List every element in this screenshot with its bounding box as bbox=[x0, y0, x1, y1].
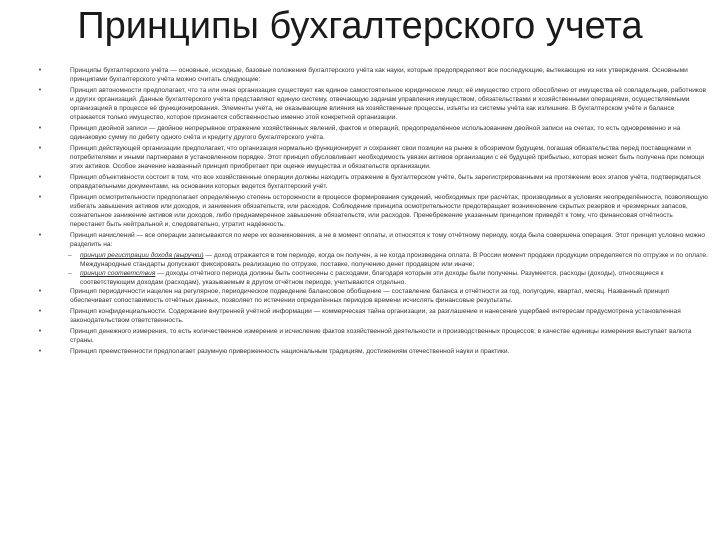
sub-item-term: принцип соответствия bbox=[80, 270, 156, 277]
list-item bbox=[36, 287, 708, 305]
list-item-text: Принцип денежного измерения, то есть количественное измерение и исчисление фактов хозяйственной деятельности и производственных процессов; в качестве единицы измерения выступает валюта страны. bbox=[70, 328, 692, 344]
bullet-icon: • bbox=[38, 125, 42, 132]
bullet-icon: • bbox=[38, 348, 42, 355]
list-item-text: Принцип периодичности нацелен на регулярное, периодическое подведение балансовое обобщение — составление баланса и отчётности за год, полугодие, квартал, месяц. Названный принцип обеспечивает сопоставимость отчётных данных, позволяет по истечении определённых периодов времени исчислять финансовые результаты. bbox=[70, 288, 670, 304]
list-item-text: Принципы бухгалтерского учёта — основные, исходные, базовые положения бухгалтерского учёта как науки, которые предопределяют все последующие, вытекающие из них утверждения. Основными принципами бухгалтерского учёта можно считать следующие: bbox=[70, 67, 688, 83]
bullet-list bbox=[36, 66, 708, 358]
bullet-icon: • bbox=[38, 67, 42, 74]
sub-item-text: — доход отражается в том периоде, когда он получен, а не когда произведена оплата. В России момент продажи продукции определяется по отгрузке и по оплате. Международные стандарты допускают фиксировать реализацию по отгрузке, поставке, получению денег продавцом или иначе; bbox=[80, 252, 708, 268]
list-item bbox=[36, 327, 708, 345]
list-item-text: Принцип конфиденциальности. Содержание внутренней учётной информации — коммерческая тайна организации, за разглашение и нанесение ущербаеё интересам предусмотрена установленная законодательством ответственность. bbox=[70, 308, 681, 324]
dash-icon: – bbox=[68, 270, 72, 277]
list-item bbox=[36, 66, 708, 84]
list-item-text: Принцип преемственности предполагает разумную приверженность национальным традициям, достижениям отечественной науки и практики. bbox=[70, 348, 510, 355]
list-item bbox=[36, 86, 708, 122]
bullet-icon: • bbox=[38, 288, 42, 295]
dash-icon: – bbox=[68, 252, 72, 259]
sub-list-item bbox=[36, 269, 708, 287]
bullet-icon: • bbox=[38, 145, 42, 152]
list-item bbox=[36, 231, 708, 249]
list-item-text: Принцип осмотрительности предполагает определённую степень осторожности в процессе формирования суждений, необходимых при расчётах, производимых в условиях неопределённости, позволяющую избегать завышения активов или доходов, и занижения обязательств, или расходов. Соблюдение принципа осмотрительности предотвращает возникновение скрытых резервов и чрезмерных запасов, сознательное занижение активов или доходов, либо преднамеренное завышение обязательств, или расходов. Пренебрежение указанным принципом приведёт к тому, что финансовая отчётность перестанет быть нейтральной и, следовательно, утратит надёжность. bbox=[70, 194, 708, 228]
list-item-text: Принцип двойной записи — двойное непрерывное отражение хозяйственных явлений, фактов и операций, предопределённое использованием двойной записи на счетах, то есть одновременно и на одинаковую сумму по дебету одного счёта и кредиту другого бухгалтерского учёта. bbox=[70, 125, 681, 141]
bullet-icon: • bbox=[38, 174, 42, 181]
list-item bbox=[36, 124, 708, 142]
list-item-text: Принцип автономности предполагает, что та или иная организация существует как единое самостоятельное юридическое лицо; её имущество строго обособлено от имущества её совладельцев, работников и других организаций. Данные бухгалтерского учёта представляют единую систему, отвечающую задачам управления имуществом, обязательствами и хозяйственными операциями, осуществляемыми организацией в процессе её функционирования. Элементы учёта, не оказывающие влияния на хозяйственные процессы, изъяты из системы учёта как излишние. В бухгалтерском учёте и балансе отражается только имущество, которое признается собственностью именно этой конкретной организации. bbox=[70, 87, 707, 121]
bullet-icon: • bbox=[38, 308, 42, 315]
bullet-icon: • bbox=[38, 194, 42, 201]
list-item-text: Принцип действующей организации предполагает, что организация нормально функционирует и сохраняет свои позиции на рынке в обозримом будущем, погашая обязательства перед поставщиками и потребителями и иными партнерами в установленном порядке. Этот принцип обусловливает необходимость увязки активов организации с её будущей прибылью, которая может быть получена при помощи этих активов. Особое значение названный принцип приобретает при оценке имущества и обязательств организации. bbox=[70, 145, 705, 170]
list-item bbox=[36, 307, 708, 325]
list-item-text: Принцип объективности состоит в том, что все хозяйственные операции должны находить отражение в бухгалтерском учёте, быть зарегистрированными на протяжении всех этапов учёта, подтверждаться оправдательными документами, на основании которых ведется бухгалтерский учёт. bbox=[70, 174, 701, 190]
list-item bbox=[36, 144, 708, 171]
list-item-text: Принцип начислений — все операции записываются по мере их возникновения, а не в момент оплаты, и относятся к тому отчётному периоду, когда была совершена операция. Этот принцип условно можно разделить на: bbox=[70, 232, 706, 248]
bullet-icon: • bbox=[38, 328, 42, 335]
list-item bbox=[36, 347, 708, 356]
sub-list-item bbox=[36, 251, 708, 269]
bullet-icon: • bbox=[38, 87, 42, 94]
list-item bbox=[36, 173, 708, 191]
sub-item-term: принцип регистрации дохода (выручки) bbox=[80, 252, 204, 259]
sub-item-text: — доходы отчётного периода должны быть соотнесены с расходами, благодаря которым эти доходы были получены. Разумеется, расходы (доходы), относящиеся к соответствующим доходам (расходам), указываемым в другом отчётном периоде, учитываются отдельно. bbox=[80, 270, 664, 286]
page-title: Принципы бухгалтерского учета bbox=[77, 5, 643, 47]
list-item bbox=[36, 193, 708, 229]
bullet-icon: • bbox=[38, 232, 42, 239]
